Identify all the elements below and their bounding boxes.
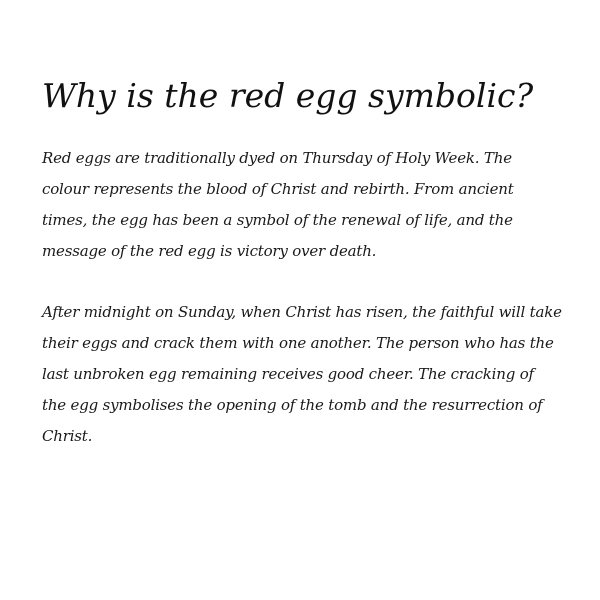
article-paragraph-2: After midnight on Sunday, when Christ has risen, the faithful will take their eggs and crack them with one another. The person who has the last unbroken egg remaining receives good cheer. The cracking of the egg symbolises the opening of the tomb and the resurrection of Christ. bbox=[42, 303, 562, 445]
article-title: Why is the red egg symbolic? bbox=[42, 76, 534, 115]
article-paragraph-1: Red eggs are traditionally dyed on Thursday of Holy Week. The colour represents the blood of Christ and rebirth. From ancient times, the egg has been a symbol of the renewal of life, and the message of the red egg is victory over death. bbox=[42, 149, 514, 260]
